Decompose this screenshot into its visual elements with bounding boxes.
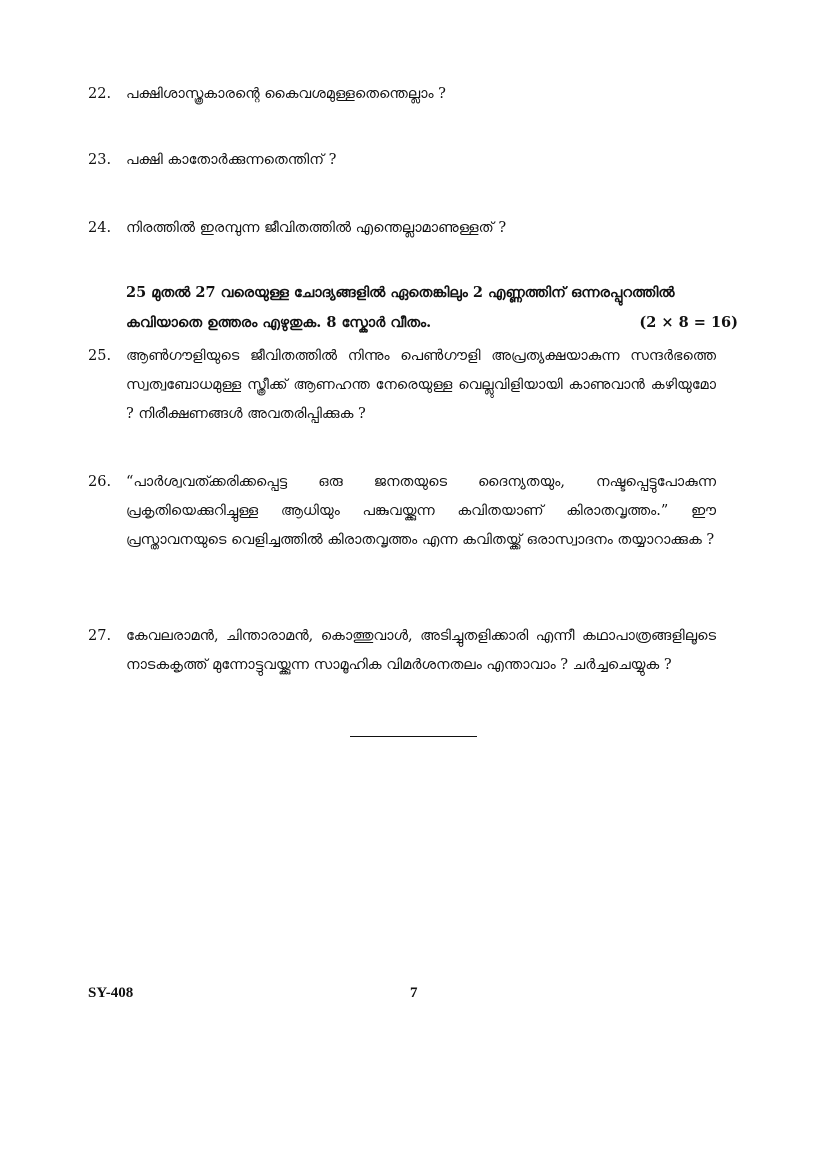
question-number: 24.: [88, 220, 112, 236]
question-text: ആൺഗൗളിയുടെ ജീവിതത്തിൽ നിന്നും പെൺഗൗളി അപ്രത്യക്ഷയാകുന്ന സന്ദർഭത്തെ സ്വത്വബോധമുള്ള സ്ത്രീക്ക് ആണഹന്ത നേരെയുള്ള വെല്ലുവിളിയായി കാണുവാൻ കഴിയുമോ ? നിരീക്ഷണങ്ങൾ അവതരിപ്പിക്കുക ?: [126, 348, 716, 422]
question-number: 23.: [88, 152, 112, 168]
instruction-line-2-row: [126, 308, 738, 338]
question-text: നിരത്തിൽ ഇരമ്പുന്ന ജീവിതത്തിൽ എന്തെല്ലാമാണുള്ളത് ?: [126, 220, 507, 236]
marks-allocation: (2 × 8 = 16): [639, 314, 738, 331]
instruction-line-1: 25 മുതൽ 27 വരെയുള്ള ചോദ്യങ്ങളിൽ ഏതെങ്കിലും 2 എണ്ണത്തിന് ഒന്നരപ്പുറത്തിൽ: [126, 284, 675, 301]
section-instruction: [126, 278, 738, 338]
question-text: പക്ഷിശാസ്ത്രകാരന്റെ കൈവശമുള്ളതെന്തെല്ലാം ?: [126, 86, 446, 102]
question-number: 27.: [88, 628, 112, 644]
paper-code: SY-408: [88, 985, 134, 1001]
question-number: 22.: [88, 86, 112, 102]
page-number: 7: [410, 985, 418, 1001]
question-text: പക്ഷി കാതോർക്കുന്നതെന്തിന് ?: [126, 152, 337, 168]
end-divider: [350, 736, 477, 737]
instruction-line-2: കവിയാതെ ഉത്തരം എഴുതുക. 8 സ്കോർ വീതം.: [126, 314, 432, 331]
question-number: 25.: [88, 348, 112, 364]
question-number: 26.: [88, 474, 112, 490]
question-text: “പാർശ്വവത്ക്കരിക്കപ്പെട്ട ഒരു ജനതയുടെ ദൈന്യതയും, നഷ്ടപ്പെട്ടുപോകുന്ന പ്രകൃതിയെക്കുറിച്ചുള്ള ആധിയും പങ്കുവയ്ക്കുന്ന കവിതയാണ് കിരാതവൃത്തം.” ഈ പ്രസ്താവനയുടെ വെളിച്ചത്തിൽ കിരാതവൃത്തം എന്ന കവിതയ്ക്ക് ഒരാസ്വാദനം തയ്യാറാക്കുക ?: [126, 474, 716, 548]
question-text: കേവലരാമൻ, ചിന്താരാമൻ, കൊത്തുവാൾ, അടിച്ചുതളിക്കാരി എന്നീ കഥാപാത്രങ്ങളിലൂടെ നാടകകൃത്ത് മുന്നോട്ടുവയ്ക്കുന്ന സാമൂഹിക വിമർശനതലം എന്താവാം ? ചർച്ചചെയ്യുക ?: [126, 628, 716, 673]
